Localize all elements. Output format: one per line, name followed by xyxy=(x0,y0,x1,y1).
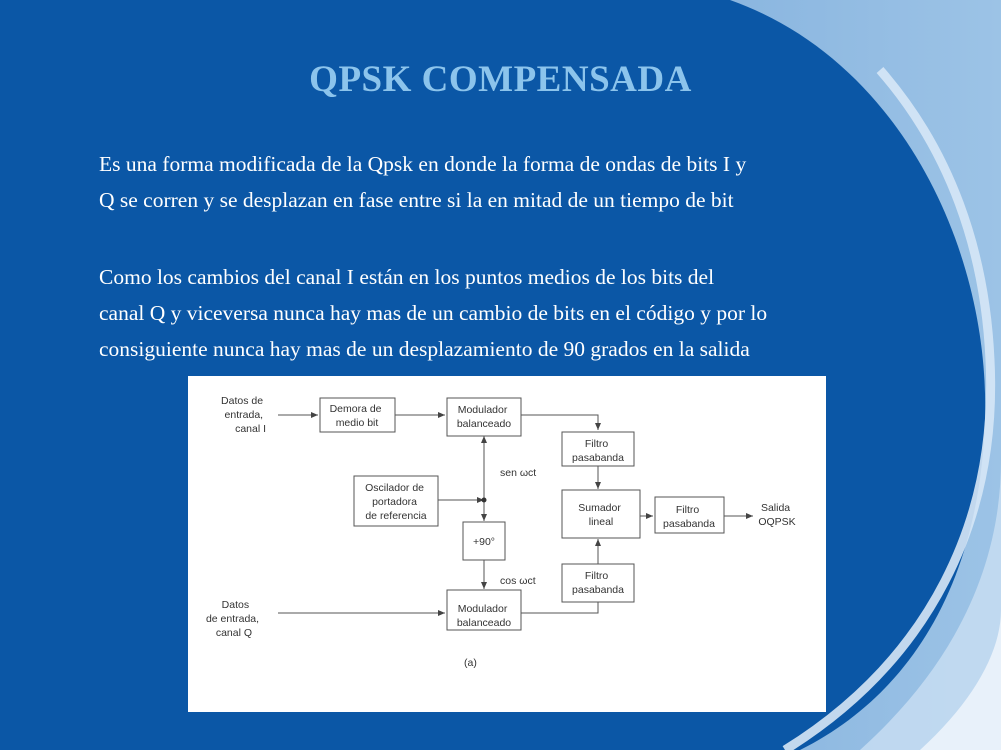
paragraph-explanation: Como los cambios del canal I están en los puntos medios de los bits del canal Q y viceversa nunca hay mas de un cambio de bits en el código y por lo consiguiente nunca hay mas de un desplazamiento de 90 grados en la salida xyxy=(99,265,768,361)
filter-top-label: Filtro pasabanda xyxy=(572,438,624,464)
filter-out-label: Filtro pasabanda xyxy=(663,504,715,530)
modulator-bottom-label: Modulador balanceado xyxy=(456,603,512,629)
oqpsk-block-diagram xyxy=(188,376,826,712)
paragraph-definition: Es una forma modificada de la Qpsk en donde la forma de ondas de bits I y Q se corren y se desplazan en fase entre si la en mitad de un tiempo de bit xyxy=(99,152,747,212)
filter-bottom-label: Filtro pasabanda xyxy=(572,570,624,596)
cos-label: cos ωct xyxy=(500,575,536,587)
diagram-svg xyxy=(188,376,826,712)
summer-label: Sumador lineal xyxy=(578,502,621,528)
oscillator-label: Oscilador de portadora de referencia xyxy=(365,482,427,522)
delay-label: Demora de medio bit xyxy=(329,403,382,429)
input-i-label: Datos de entrada, canal I xyxy=(221,395,266,435)
input-q-label: Datos de entrada, canal Q xyxy=(205,599,260,639)
figure-caption: (a) xyxy=(464,657,477,669)
slide-title: QPSK COMPENSADA xyxy=(309,59,692,100)
sin-label: sen ωct xyxy=(500,467,537,479)
phase-shift-label: +90° xyxy=(472,536,496,548)
summer-block xyxy=(562,490,640,538)
modulator-top-label: Modulador balanceado xyxy=(456,404,512,430)
output-label: Salida OQPSK xyxy=(758,502,796,528)
